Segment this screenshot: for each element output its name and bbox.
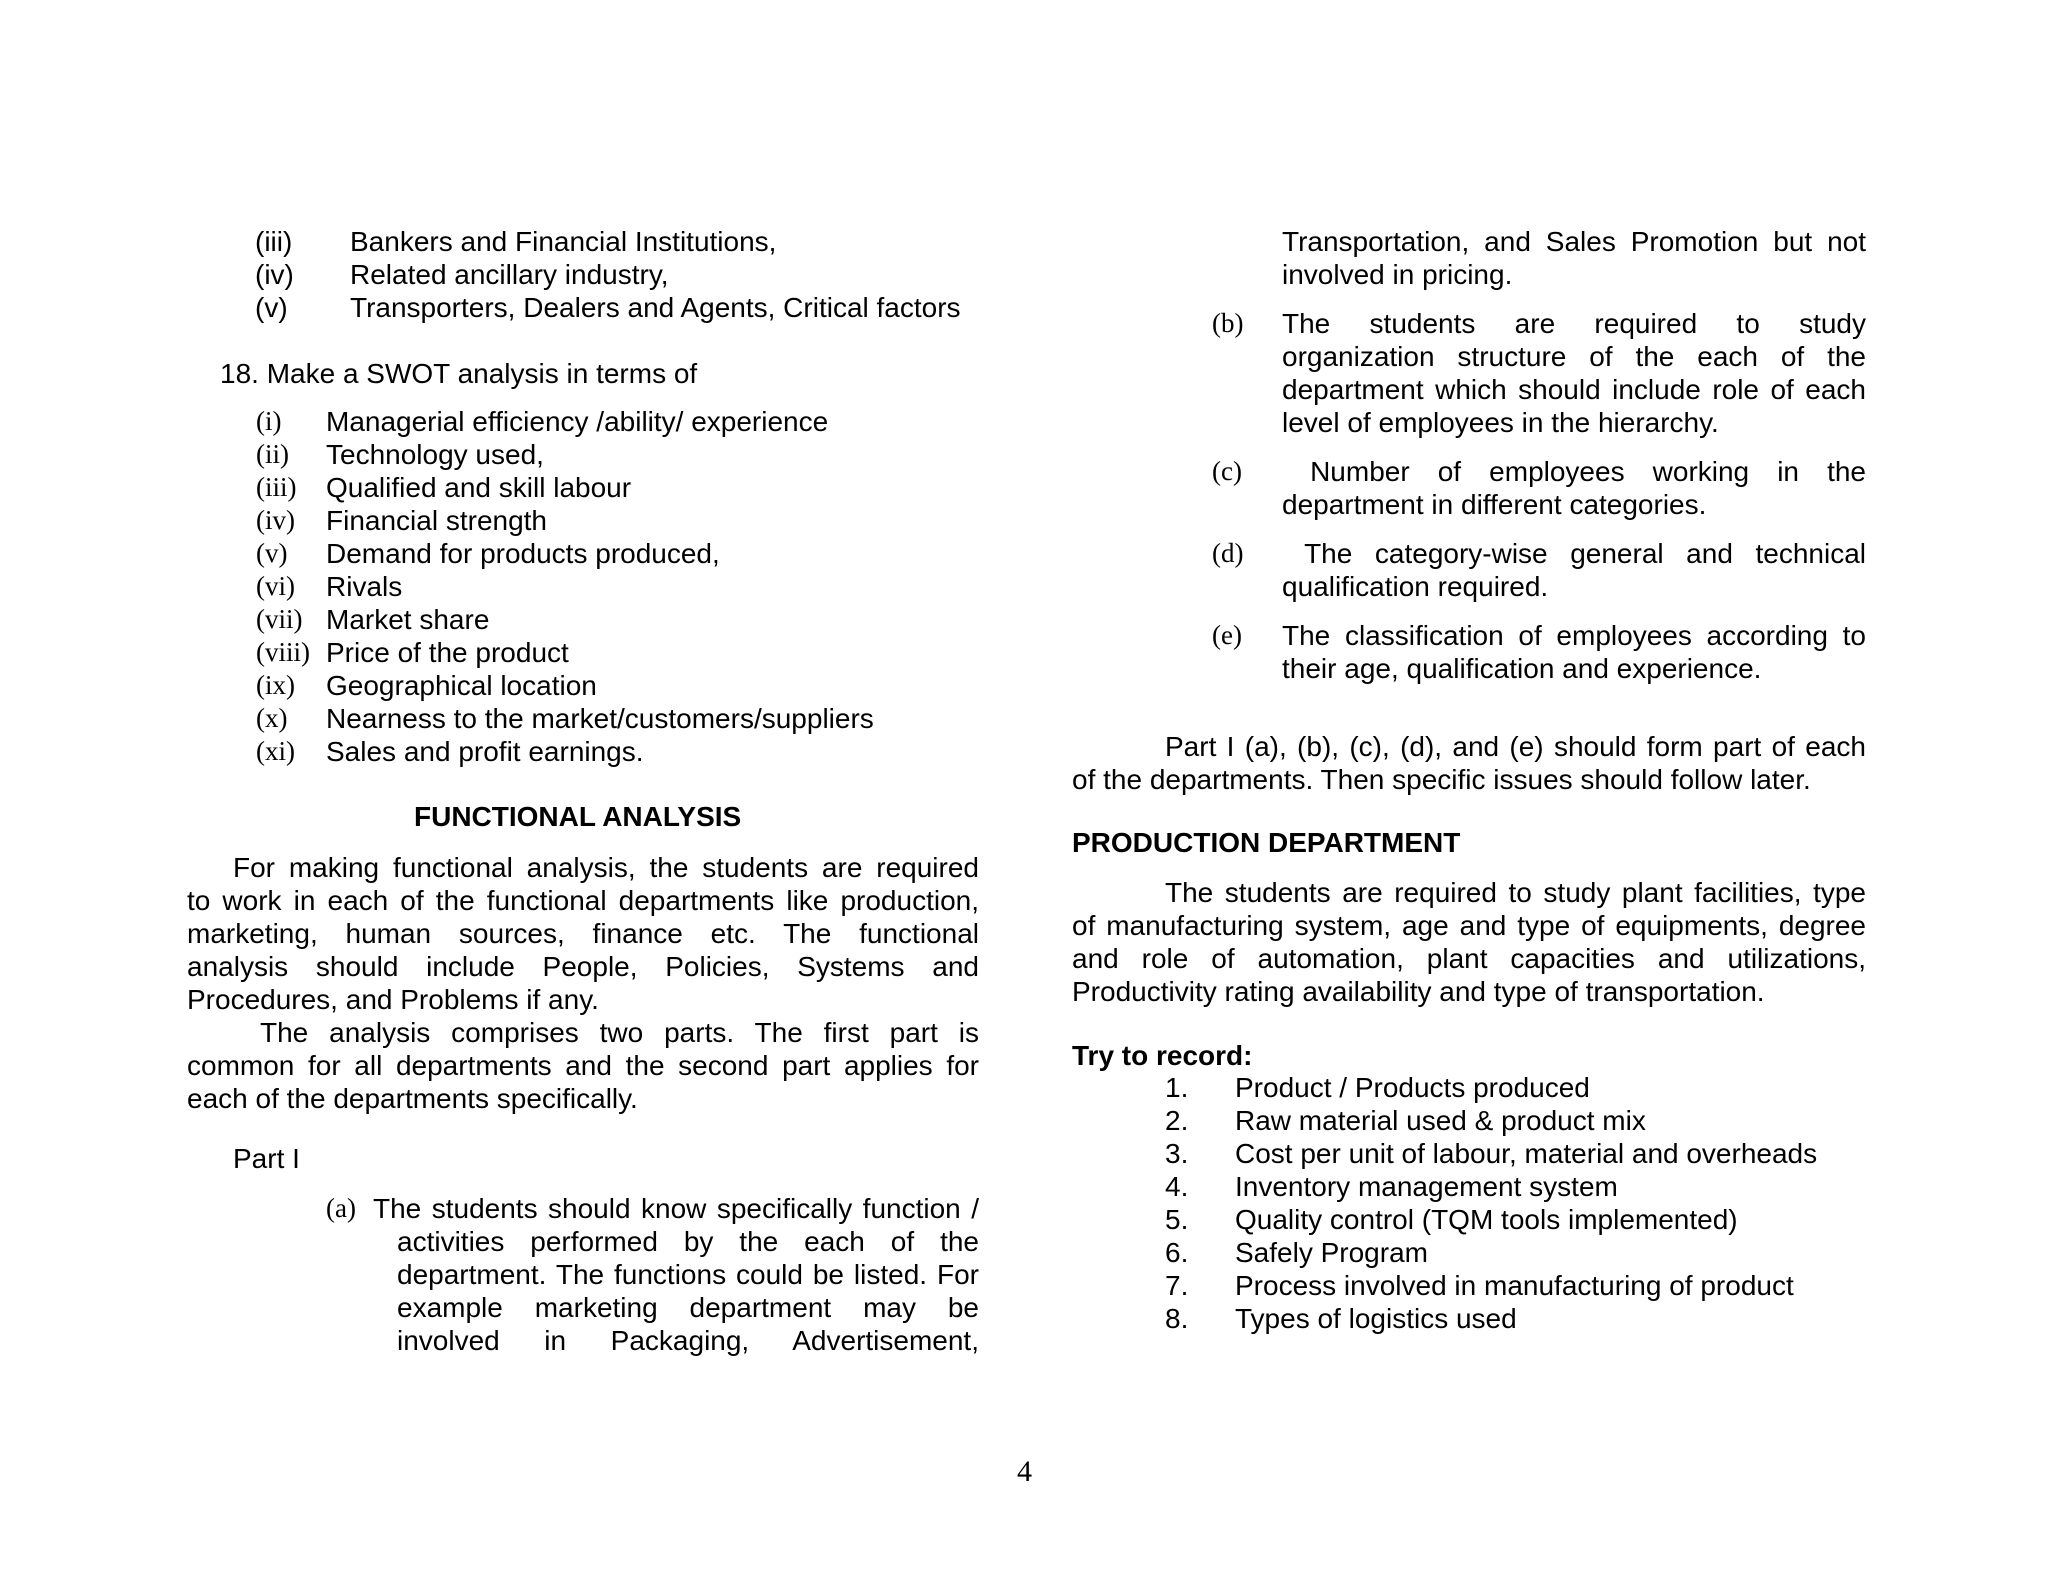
- list-item: Related ancillary industry,: [350, 259, 669, 290]
- text-line: department. The functions could be listed. For: [397, 1259, 979, 1290]
- list-marker: (i): [256, 406, 282, 436]
- text-line: of manufacturing system, age and type of equipments, degree: [1072, 910, 1866, 941]
- list-marker: (v): [256, 538, 288, 568]
- list-item: Process involved in manufacturing of product: [1235, 1270, 1794, 1301]
- functional-analysis-heading: FUNCTIONAL ANALYSIS: [414, 801, 742, 832]
- try-to-record-heading: Try to record:: [1072, 1040, 1253, 1071]
- list-marker: 4.: [1165, 1171, 1189, 1202]
- text-line: For making functional analysis, the students are required: [233, 852, 979, 883]
- text-line: department in different categories.: [1282, 489, 1707, 520]
- text-line: and role of automation, plant capacities and utilizations,: [1072, 943, 1866, 974]
- list-item: Financial strength: [326, 505, 548, 536]
- list-item: Cost per unit of labour, material and overheads: [1235, 1138, 1818, 1169]
- list-marker: (v): [255, 292, 288, 323]
- list-marker: (iii): [255, 226, 293, 257]
- text-line: analysis should include People, Policies, Systems and: [187, 951, 979, 982]
- text-line: The classification of employees according to: [1282, 620, 1866, 651]
- list-item: Safely Program: [1235, 1237, 1428, 1268]
- list-item: Managerial efficiency /ability/ experience: [326, 406, 829, 437]
- text-line: Part I (a), (b), (c), (d), and (e) should form part of each: [1165, 731, 1866, 762]
- text-line: The students are required to study: [1282, 308, 1866, 339]
- list-item: Bankers and Financial Institutions,: [350, 226, 777, 257]
- list-item: Quality control (TQM tools implemented): [1235, 1204, 1738, 1235]
- item-marker: (e): [1212, 620, 1242, 650]
- text-line: The students are required to study plant facilities, type: [1165, 877, 1866, 908]
- text-line: involved in pricing.: [1282, 259, 1513, 290]
- text-line: common for all departments and the second part applies for: [187, 1050, 979, 1081]
- list-item: Qualified and skill labour: [326, 472, 632, 503]
- list-item: Market share: [326, 604, 490, 635]
- part-label: Part I: [233, 1143, 300, 1174]
- text-line: The students should know specifically function /: [373, 1193, 979, 1224]
- item-marker: (a): [326, 1193, 356, 1223]
- text-line: involved in Packaging, Advertisement,: [397, 1325, 979, 1356]
- list-item: Demand for products produced,: [326, 538, 720, 569]
- text-line: of the departments. Then specific issues should follow later.: [1072, 764, 1811, 795]
- production-department-heading: PRODUCTION DEPARTMENT: [1072, 827, 1461, 858]
- text-line: level of employees in the hierarchy.: [1282, 407, 1719, 438]
- swot-heading: 18. Make a SWOT analysis in terms of: [220, 358, 698, 389]
- list-marker: 3.: [1165, 1138, 1189, 1169]
- list-marker: (iii): [256, 472, 297, 502]
- list-marker: (ix): [256, 670, 295, 700]
- item-marker: (b): [1212, 308, 1244, 338]
- list-marker: (iv): [255, 259, 294, 290]
- list-item: Technology used,: [326, 439, 544, 470]
- list-item: Geographical location: [326, 670, 597, 701]
- text-line: to work in each of the functional departments like production,: [187, 885, 979, 916]
- text-line: example marketing department may be: [397, 1292, 979, 1323]
- item-marker: (d): [1212, 538, 1244, 568]
- list-item: Raw material used & product mix: [1235, 1105, 1646, 1136]
- page-number: 4: [1017, 1455, 1032, 1488]
- list-marker: (x): [256, 703, 288, 733]
- list-marker: 6.: [1165, 1237, 1189, 1268]
- text-line: marketing, human sources, finance etc. The functional: [187, 918, 979, 949]
- list-marker: (vii): [256, 604, 303, 634]
- list-item: Nearness to the market/customers/suppliers: [326, 703, 874, 734]
- list-marker: (viii): [256, 637, 310, 667]
- item-marker: (c): [1212, 456, 1242, 486]
- list-marker: (iv): [256, 505, 295, 535]
- text-line: activities performed by the each of the: [397, 1226, 979, 1257]
- list-item: Sales and profit earnings.: [326, 736, 644, 767]
- list-marker: (vi): [256, 571, 295, 601]
- text-line: Number of employees working in the: [1282, 456, 1866, 487]
- text-line: The category-wise general and technical: [1282, 538, 1866, 569]
- list-marker: 1.: [1165, 1072, 1189, 1103]
- list-item: Types of logistics used: [1235, 1303, 1517, 1334]
- text-line: Transportation, and Sales Promotion but not: [1282, 226, 1866, 257]
- list-item: Product / Products produced: [1235, 1072, 1590, 1103]
- list-marker: 2.: [1165, 1105, 1189, 1136]
- text-line: their age, qualification and experience.: [1282, 653, 1762, 684]
- text-line: qualification required.: [1282, 571, 1549, 602]
- text-line: The analysis comprises two parts. The first part is: [260, 1017, 979, 1048]
- text-line: department which should include role of each: [1282, 374, 1866, 405]
- list-marker: 7.: [1165, 1270, 1189, 1301]
- list-marker: 5.: [1165, 1204, 1189, 1235]
- text-line: each of the departments specifically.: [187, 1083, 638, 1114]
- list-marker: 8.: [1165, 1303, 1189, 1334]
- list-item: Inventory management system: [1235, 1171, 1618, 1202]
- list-item: Price of the product: [326, 637, 569, 668]
- text-line: Productivity rating availability and type of transportation.: [1072, 976, 1765, 1007]
- list-marker: (ii): [256, 439, 289, 469]
- text-line: organization structure of the each of the: [1282, 341, 1866, 372]
- list-item: Rivals: [326, 571, 403, 602]
- list-marker: (xi): [256, 736, 295, 766]
- list-item: Transporters, Dealers and Agents, Critical factors: [350, 292, 961, 323]
- text-line: Procedures, and Problems if any.: [187, 984, 599, 1015]
